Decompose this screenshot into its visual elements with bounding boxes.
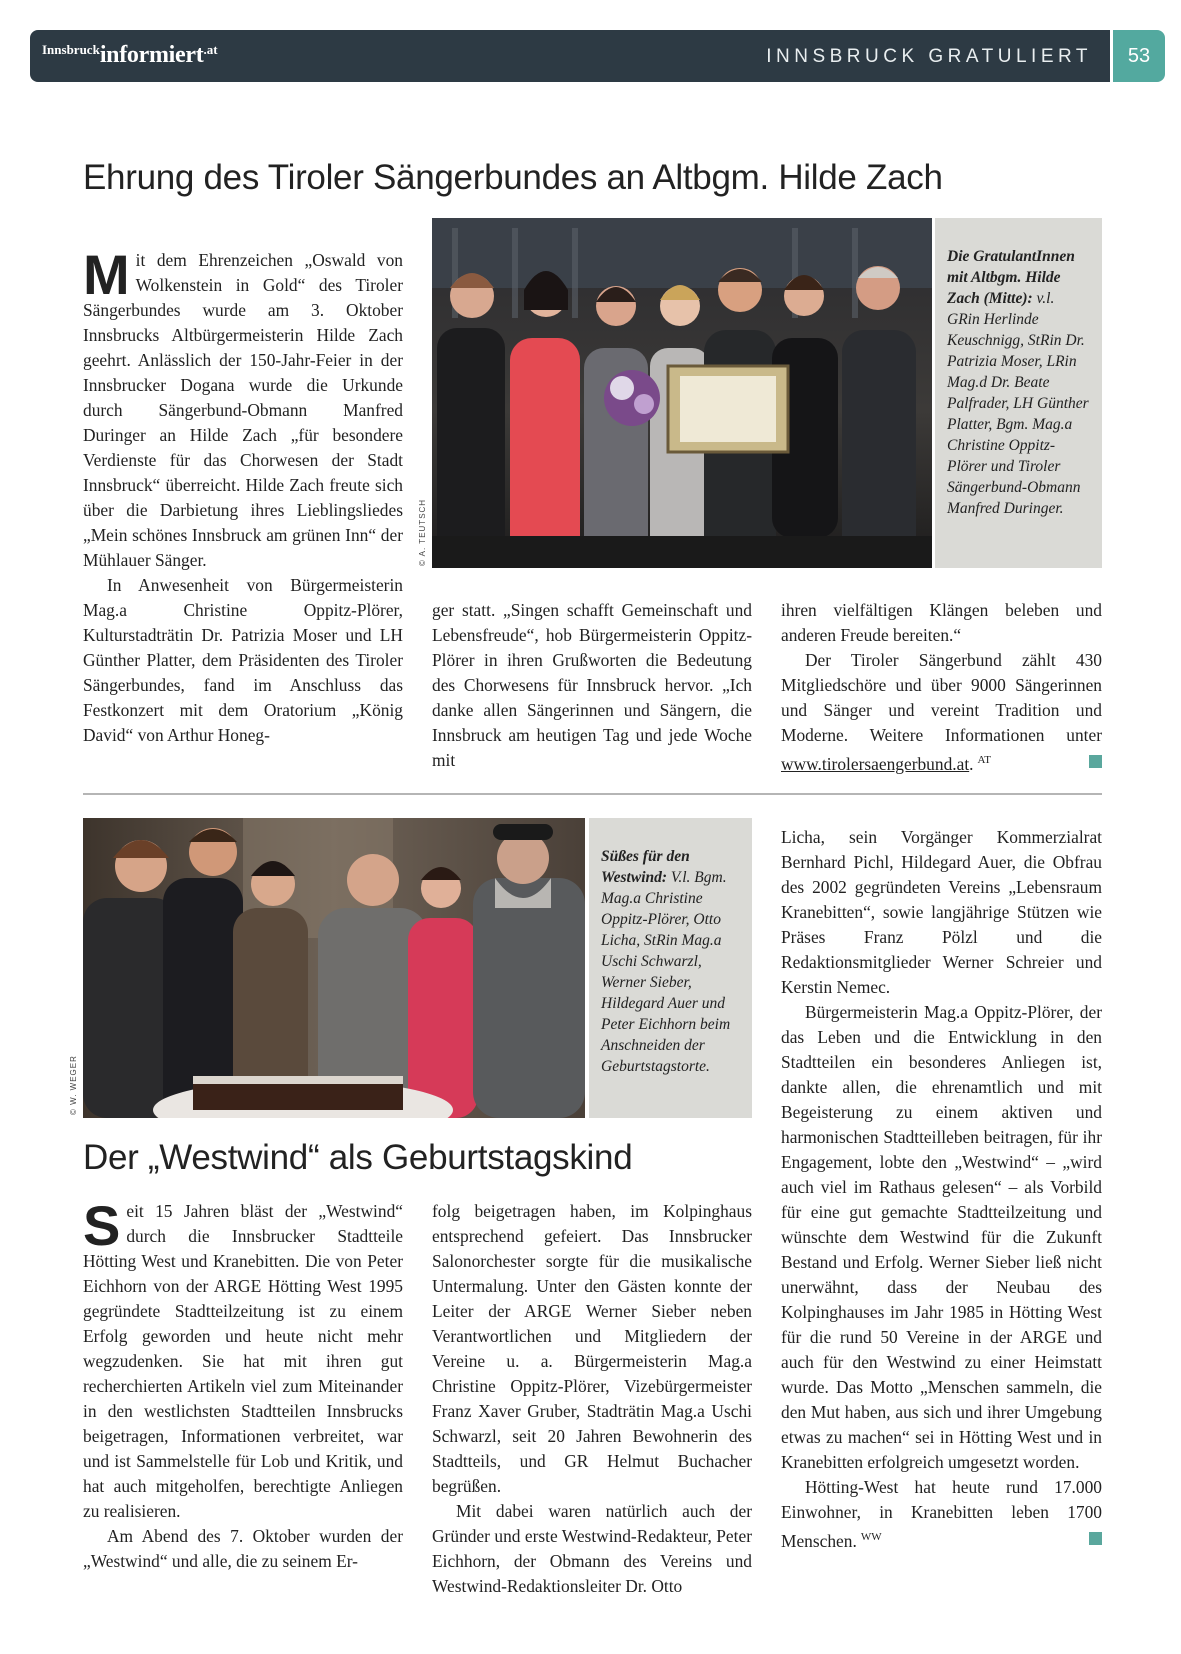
article2-headline: Der „Westwind“ als Geburtstagskind bbox=[83, 1138, 633, 1177]
article1-column-3 bbox=[781, 598, 1102, 777]
article2-column-2 bbox=[432, 1199, 752, 1599]
article1-photo bbox=[432, 218, 932, 568]
article2-column-2-paragraph-1: folg beigetragen haben, im Kolpinghaus entsprechend gefeiert. Das Innsbrucker Salonorchester sorgte für die musikalische Untermalung. Unter den Gästen konnte der Leiter der ARGE Werner Sieber neben Verantwortlichen und Mitgliedern der Vereine u. a. Bürgermeisterin Mag.a Christine Oppitz-Plörer, Vizebürgermeister Franz Xaver Gruber, Stadträtin Mag.a Uschi Schwarzl, seit 20 Jahren Bewohnerin des Stadtteils, und GR Helmut Buchacher begrüßen. bbox=[432, 1201, 752, 1496]
article2-caption: Süßes für den Westwind: V.l. Bgm. Mag.a Christine Oppitz-Plörer, Otto Licha, StRin Mag.a Uschi Schwarzl, Werner Sieber, Hildegard Auer und Peter Eichhorn beim Anschneiden der Geburtstagstorte. bbox=[589, 818, 752, 1118]
article1-column-2 bbox=[432, 598, 752, 773]
article-end-mark-icon bbox=[1089, 1532, 1102, 1545]
article2-column-1 bbox=[83, 1194, 403, 1574]
article1-paragraph-2: In Anwesenheit von Bürgermeisterin Mag.a Christine Oppitz-Plörer, Kulturstadträtin Dr. Patrizia Moser und LH Günther Platter, dem Präsidenten des Tiroler Sängerbundes, fand im Anschluss das Festkonzert mit dem Oratorium „König David“ von Arthur Honeg- bbox=[83, 575, 403, 745]
article2-paragraph-2: Am Abend des 7. Oktober wurden der „Westwind“ und alle, die zu seinem Er- bbox=[83, 1526, 403, 1571]
article-end-mark-icon bbox=[1089, 755, 1102, 768]
article1-caption: Die GratulantInnen mit Altbgm. Hilde Zach (Mitte): v.l. GRin Herlinde Keuschnigg, StRin Dr. Patrizia Moser, LRin Mag.d Dr. Beate Palfrader, LH Günther Platter, Bgm. Mag.a Christine Oppitz-Plörer und Tiroler Sängerbund-Obmann Manfred Duringer. bbox=[935, 218, 1102, 568]
masthead-logo: $^{Innsbruck}$informiert$^{.at}$ bbox=[42, 42, 218, 68]
article1-column-2-text: ger statt. „Singen schafft Gemeinschaft und Lebensfreude“, hob Bürgermeisterin Oppitz-Plörer in ihren Grußworten die Bedeutung des Chorwesens für Innsbruck hervor. „Ich danke allen Sängerinnen und Sängern, die Innsbruck am heutigen Tag und jede Woche mit bbox=[432, 600, 752, 770]
article1-column-3-paragraph-1: ihren vielfältigen Klängen beleben und anderen Freude bereiten.“ bbox=[781, 600, 1102, 645]
article2-author-signature: WW bbox=[860, 1531, 882, 1543]
article1-column-1 bbox=[83, 243, 403, 748]
article2-photo bbox=[83, 818, 585, 1118]
group-photo-graphic bbox=[432, 218, 932, 568]
article2-column-3-paragraph-2: Bürgermeisterin Mag.a Oppitz-Plörer, der das Leben und die Entwicklung in den Stadtteilen ein besonderes Anliegen ist, dankte allen, die ehrenamtlich und mit Begeisterung zu einem aktiven und harmonischen Stadtteilleben beitragen, für ihr Engagement, lobte den „Westwind“ – „wird auch viel im Rathaus gelesen“ – als Vorbild für eine gut gemachte Stadtteilzeitung und wünschte dem Westwind für die Zukunft Bestand und Erfolg. Werner Sieber ließ nicht unerwähnt, dass der Neubau des Kolpinghauses im Jahr 1985 in Hötting West für die rund 50 Vereine in der ARGE und auch für den Westwind zu einer Heimstatt wurde. Das Motto „Menschen sammeln, die den Mut haben, aus sich und ihrer Umgebung etwas zu machen“ sei in Hötting West und in Kranebitten erfolgreich umgesetzt worden. bbox=[781, 1002, 1102, 1472]
page-number: 53 bbox=[1113, 30, 1165, 82]
sangerbund-website-link[interactable]: www.tirolersaengerbund.at bbox=[781, 753, 970, 774]
page-header bbox=[30, 30, 1110, 82]
article1-photo-credit: © A. TEUTSCH bbox=[418, 498, 427, 566]
article1-dropcap: M bbox=[83, 243, 130, 306]
section-title: INNSBRUCK GRATULIERT bbox=[766, 46, 1092, 67]
article2-column-3-paragraph-1: Licha, sein Vorgänger Kommerzialrat Bernhard Pichl, Hildegard Auer, die Obfrau des 2002 gegründeten Vereins „Lebensraum Kranebitten“, sowie langjährige Stützen wie Präses Franz Pölzl und die Redaktionsmitglieder Werner Schreier und Kerstin Nemec. bbox=[781, 827, 1102, 997]
article1-column-3-paragraph-2: Der Tiroler Sängerbund zählt 430 Mitgliedschöre und über 9000 Sängerinnen und Sänger und vereint Tradition und Moderne. Weitere Informationen unter www.tirolersaengerbund.at. $^{AT}$ bbox=[781, 650, 1102, 774]
article2-column-3 bbox=[781, 825, 1102, 1554]
article2-photo-credit: © W. WEGER bbox=[69, 1055, 78, 1115]
article2-column-3-paragraph-3: Hötting-West hat heute rund 17.000 Einwohner, in Kranebitten leben 1700 Menschen. $^{WW}$ bbox=[781, 1477, 1102, 1551]
cake-cutting-photo-graphic bbox=[83, 818, 585, 1118]
article1-headline: Ehrung des Tiroler Sängerbundes an Altbgm. Hilde Zach bbox=[83, 158, 943, 197]
article1-paragraph-1: Mit dem Ehrenzeichen „Oswald von Wolkenstein in Gold“ des Tiroler Sängerbundes wurde am 3. Oktober Innsbrucks Altbürgermeisterin Hilde Zach geehrt. Anlässlich der 150-Jahr-Feier in der Innsbrucker Dogana wurde die Urkunde durch Sängerbund-Obmann Manfred Duringer an Hilde Zach „für besondere Verdienste für das Chorwesen der Stadt Innsbruck“ überreicht. Hilde Zach freute sich über die Darbietung ihres Lieblingsliedes „Mein schönes Innsbruck am grünen Inn“ der Mühlauer Sänger. bbox=[83, 243, 403, 570]
article-divider bbox=[83, 793, 1102, 795]
article1-author-signature: AT bbox=[977, 754, 991, 766]
article2-column-2-paragraph-2: Mit dabei waren natürlich auch der Gründer und erste Westwind-Redakteur, Peter Eichhorn, der Obmann des Vereins und Westwind-Redaktionsleiter Dr. Otto bbox=[432, 1501, 752, 1596]
article2-paragraph-1: Seit 15 Jahren bläst der „Westwind“ durch die Innsbrucker Stadtteile Hötting West und Kranebitten. Die von Peter Eichhorn von der ARGE Hötting West 1995 gegründete Stadtteilzeitung ist zu einem Erfolg geworden und heute nicht mehr wegzudenken. Sie hat mit ihren gut recherchierten Artikeln viel zum Miteinander in den westlichsten Stadtteilen Innsbrucks beigetragen, Informationen verbreitet, war und ist Sammelstelle für Lob und Kritik, und hat auch mitgeholfen, berechtigte Anliegen zu realisieren. bbox=[83, 1194, 403, 1521]
article2-dropcap: S bbox=[83, 1194, 121, 1257]
